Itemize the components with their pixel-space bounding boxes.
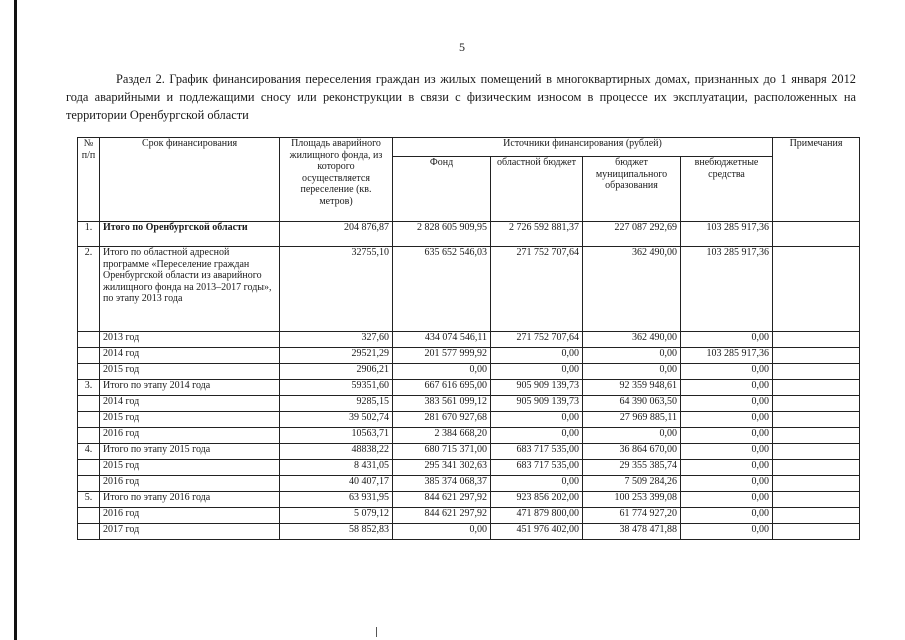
cell-fund: 680 715 371,00 <box>393 444 491 460</box>
scan-mark <box>376 627 377 637</box>
cell-num <box>78 508 100 524</box>
cell-extra: 0,00 <box>681 396 773 412</box>
cell-extra: 0,00 <box>681 428 773 444</box>
cell-fund: 2 384 668,20 <box>393 428 491 444</box>
cell-notes <box>773 222 860 247</box>
cell-regional: 2 726 592 881,37 <box>491 222 583 247</box>
cell-name: Итого по этапу 2016 года <box>100 492 280 508</box>
cell-notes <box>773 460 860 476</box>
cell-num <box>78 332 100 348</box>
cell-regional: 271 752 707,64 <box>491 247 583 332</box>
cell-num <box>78 412 100 428</box>
cell-name: 2015 год <box>100 412 280 428</box>
cell-name: 2013 год <box>100 332 280 348</box>
cell-fund: 201 577 999,92 <box>393 348 491 364</box>
cell-area: 8 431,05 <box>280 460 393 476</box>
cell-num: 3. <box>78 380 100 396</box>
cell-municipal: 0,00 <box>583 348 681 364</box>
cell-extra: 0,00 <box>681 476 773 492</box>
header-fund: Фонд <box>393 157 491 222</box>
cell-num <box>78 348 100 364</box>
cell-area: 59351,60 <box>280 380 393 396</box>
cell-municipal: 362 490,00 <box>583 247 681 332</box>
cell-fund: 844 621 297,92 <box>393 508 491 524</box>
cell-notes <box>773 492 860 508</box>
cell-municipal: 100 253 399,08 <box>583 492 681 508</box>
cell-extra: 0,00 <box>681 460 773 476</box>
cell-name: 2016 год <box>100 508 280 524</box>
cell-municipal: 227 087 292,69 <box>583 222 681 247</box>
cell-regional: 905 909 139,73 <box>491 396 583 412</box>
cell-num <box>78 396 100 412</box>
cell-notes <box>773 332 860 348</box>
cell-fund: 635 652 546,03 <box>393 247 491 332</box>
cell-num <box>78 476 100 492</box>
cell-municipal: 38 478 471,88 <box>583 524 681 540</box>
cell-municipal: 0,00 <box>583 428 681 444</box>
cell-municipal: 362 490,00 <box>583 332 681 348</box>
cell-name: 2015 год <box>100 460 280 476</box>
table-row <box>78 380 860 396</box>
cell-municipal: 64 390 063,50 <box>583 396 681 412</box>
cell-name: Итого по этапу 2015 года <box>100 444 280 460</box>
cell-num <box>78 428 100 444</box>
table-row <box>78 524 860 540</box>
header-num: № п/п <box>78 138 100 222</box>
cell-municipal: 27 969 885,11 <box>583 412 681 428</box>
cell-regional: 0,00 <box>491 348 583 364</box>
table-row <box>78 492 860 508</box>
cell-fund: 383 561 099,12 <box>393 396 491 412</box>
cell-regional: 0,00 <box>491 412 583 428</box>
cell-name: 2014 год <box>100 348 280 364</box>
cell-num <box>78 460 100 476</box>
cell-regional: 683 717 535,00 <box>491 444 583 460</box>
cell-extra: 0,00 <box>681 508 773 524</box>
cell-num: 2. <box>78 247 100 332</box>
cell-notes <box>773 348 860 364</box>
table-row <box>78 364 860 380</box>
table-row <box>78 332 860 348</box>
cell-notes <box>773 396 860 412</box>
cell-municipal: 36 864 670,00 <box>583 444 681 460</box>
cell-area: 58 852,83 <box>280 524 393 540</box>
cell-regional: 905 909 139,73 <box>491 380 583 396</box>
table-row <box>78 222 860 247</box>
page-number: 5 <box>459 40 465 54</box>
cell-regional: 471 879 800,00 <box>491 508 583 524</box>
cell-name: 2016 год <box>100 476 280 492</box>
table-row <box>78 396 860 412</box>
cell-area: 48838,22 <box>280 444 393 460</box>
cell-name: 2016 год <box>100 428 280 444</box>
cell-regional: 0,00 <box>491 364 583 380</box>
cell-area: 204 876,87 <box>280 222 393 247</box>
cell-area: 29521,29 <box>280 348 393 364</box>
table-body <box>78 222 860 540</box>
cell-municipal: 0,00 <box>583 364 681 380</box>
cell-notes <box>773 428 860 444</box>
header-area: Площадь аварийного жилищного фонда, из которого осуществляется переселение (кв. метров) <box>280 138 393 222</box>
cell-num <box>78 364 100 380</box>
cell-notes <box>773 476 860 492</box>
cell-notes <box>773 364 860 380</box>
cell-fund: 844 621 297,92 <box>393 492 491 508</box>
cell-fund: 0,00 <box>393 524 491 540</box>
cell-notes <box>773 524 860 540</box>
cell-name: Итого по этапу 2014 года <box>100 380 280 396</box>
cell-num: 5. <box>78 492 100 508</box>
cell-num <box>78 524 100 540</box>
header-regional: областной бюджет <box>491 157 583 222</box>
cell-fund: 667 616 695,00 <box>393 380 491 396</box>
table-row <box>78 412 860 428</box>
cell-fund: 281 670 927,68 <box>393 412 491 428</box>
cell-name: 2015 год <box>100 364 280 380</box>
cell-area: 40 407,17 <box>280 476 393 492</box>
cell-extra: 103 285 917,36 <box>681 222 773 247</box>
cell-regional: 271 752 707,64 <box>491 332 583 348</box>
cell-extra: 0,00 <box>681 364 773 380</box>
cell-extra: 0,00 <box>681 412 773 428</box>
table-row <box>78 348 860 364</box>
table-row <box>78 247 860 332</box>
cell-extra: 0,00 <box>681 524 773 540</box>
cell-fund: 295 341 302,63 <box>393 460 491 476</box>
cell-regional: 451 976 402,00 <box>491 524 583 540</box>
cell-name: 2014 год <box>100 396 280 412</box>
cell-notes <box>773 444 860 460</box>
cell-fund: 0,00 <box>393 364 491 380</box>
cell-notes <box>773 412 860 428</box>
cell-area: 10563,71 <box>280 428 393 444</box>
header-sources: Источники финансирования (рублей) <box>393 138 773 157</box>
cell-extra: 0,00 <box>681 444 773 460</box>
cell-extra: 0,00 <box>681 380 773 396</box>
header-period: Срок финансирования <box>100 138 280 222</box>
cell-area: 327,60 <box>280 332 393 348</box>
cell-extra: 0,00 <box>681 492 773 508</box>
cell-area: 5 079,12 <box>280 508 393 524</box>
cell-area: 2906,21 <box>280 364 393 380</box>
cell-municipal: 61 774 927,20 <box>583 508 681 524</box>
cell-municipal: 7 509 284,26 <box>583 476 681 492</box>
table-row <box>78 460 860 476</box>
cell-name: 2017 год <box>100 524 280 540</box>
table-row <box>78 476 860 492</box>
cell-municipal: 29 355 385,74 <box>583 460 681 476</box>
cell-notes <box>773 380 860 396</box>
cell-notes <box>773 247 860 332</box>
cell-num: 4. <box>78 444 100 460</box>
financing-table <box>77 137 860 540</box>
cell-notes <box>773 508 860 524</box>
header-extra: внебюджетные средства <box>681 157 773 222</box>
cell-fund: 385 374 068,37 <box>393 476 491 492</box>
cell-area: 63 931,95 <box>280 492 393 508</box>
cell-area: 9285,15 <box>280 396 393 412</box>
cell-name: Итого по Оренбургской области <box>100 222 280 247</box>
scan-edge-line <box>14 0 17 640</box>
cell-area: 32755,10 <box>280 247 393 332</box>
table-row <box>78 508 860 524</box>
section-title: Раздел 2. График финансирования переселения граждан из жилых помещений в многоквартирных домах, признанных до 1 января 2012 года аварийными и подлежащими сносу или реконструкции в связи с физическим износом в процессе их эксплуатации, расположенных на территории Оренбургской области <box>66 72 856 122</box>
cell-extra: 103 285 917,36 <box>681 247 773 332</box>
cell-extra: 103 285 917,36 <box>681 348 773 364</box>
header-notes: Примечания <box>773 138 860 222</box>
table-row <box>78 444 860 460</box>
cell-fund: 434 074 546,11 <box>393 332 491 348</box>
table-row <box>78 428 860 444</box>
header-municipal: бюджет муниципального образования <box>583 157 681 222</box>
cell-fund: 2 828 605 909,95 <box>393 222 491 247</box>
cell-num: 1. <box>78 222 100 247</box>
cell-area: 39 502,74 <box>280 412 393 428</box>
cell-municipal: 92 359 948,61 <box>583 380 681 396</box>
cell-regional: 0,00 <box>491 476 583 492</box>
cell-name: Итого по областной адресной программе «Переселение граждан Оренбургской области из аварийного жилищного фонда на 2013–2017 годы», по этапу 2013 года <box>100 247 280 332</box>
cell-regional: 683 717 535,00 <box>491 460 583 476</box>
cell-extra: 0,00 <box>681 332 773 348</box>
cell-regional: 923 856 202,00 <box>491 492 583 508</box>
cell-regional: 0,00 <box>491 428 583 444</box>
